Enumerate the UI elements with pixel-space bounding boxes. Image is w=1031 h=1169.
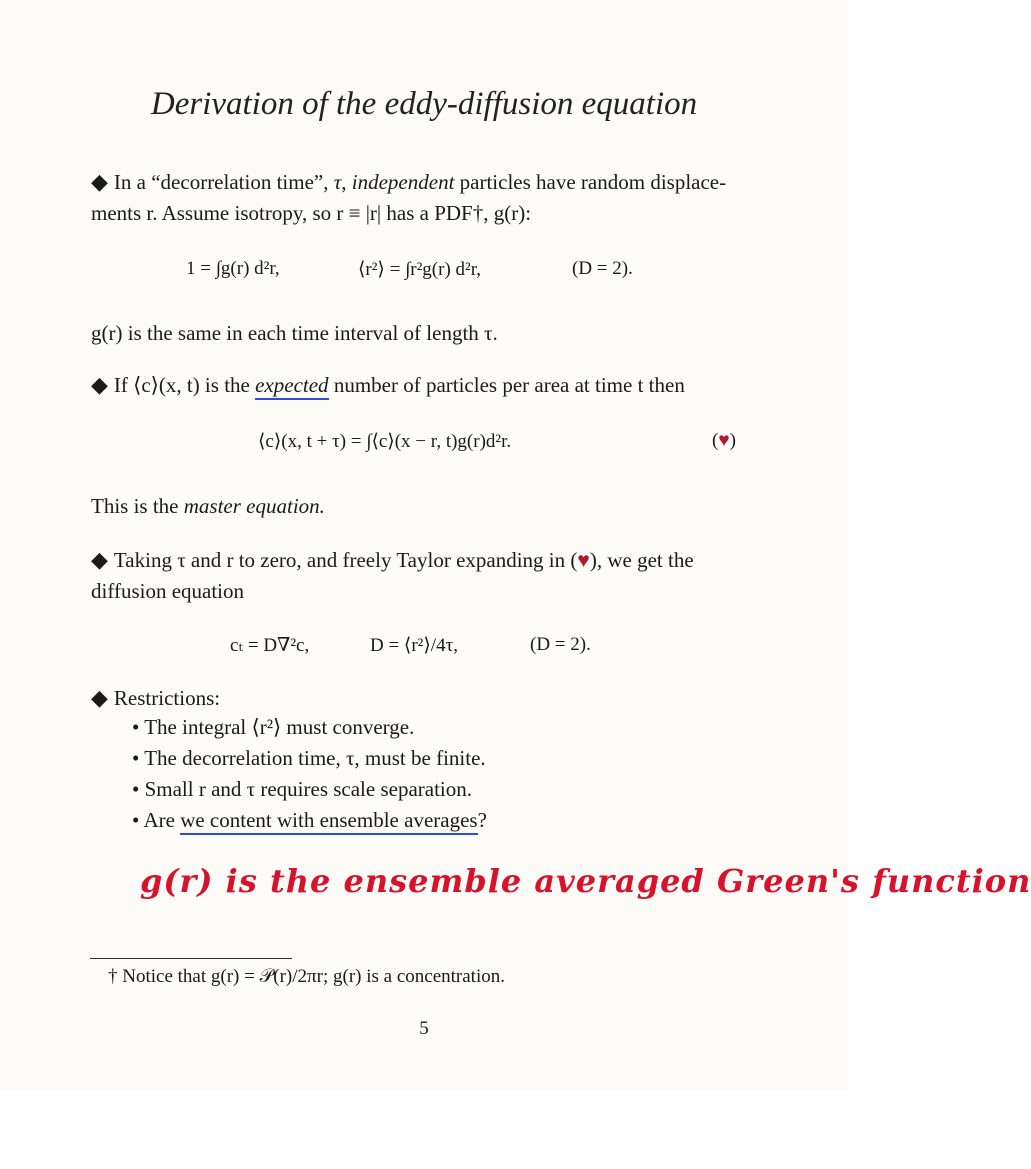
paragraph-line: diffusion equation [91, 579, 245, 603]
paragraph-line: ments r. Assume isotropy, so r ≡ |r| has a PDF†, g(r): [91, 201, 532, 225]
equation-tag: (♥) [712, 430, 736, 451]
master-equation: ⟨c⟩(x, t + τ) = ∫⟨c⟩(x − r, t)g(r)d²r. [258, 431, 512, 452]
paragraph-line: ◆ Taking τ and r to zero, and freely Taylor expanding in (♥), we get the [91, 547, 694, 572]
restrictions-heading: ◆ Restrictions: [91, 685, 221, 710]
paragraph-master: This is the master equation. [91, 494, 325, 518]
diffusivity-formula: D = ⟨r²⟩/4τ, [370, 635, 458, 656]
page-number: 5 [419, 1018, 429, 1039]
emphasis-master-equation: master equation. [183, 494, 325, 518]
list-item: • Small r and τ requires scale separation. [132, 777, 473, 801]
equation-dimension: (D = 2). [530, 634, 591, 655]
equation-normalization: 1 = ∫g(r) d²r, [186, 258, 280, 279]
page-title: Derivation of the eddy-diffusion equation [150, 86, 698, 122]
handwritten-annotation: g(r) is the ensemble averaged Green's function [140, 862, 1031, 900]
diamond-bullet-icon: ◆ [91, 372, 108, 397]
paragraph-same-interval: g(r) is the same in each time interval of length τ. [91, 321, 498, 345]
list-item: • The decorrelation time, τ, must be finite. [132, 746, 486, 770]
footnote-divider [90, 958, 292, 959]
list-item: • The integral ⟨r²⟩ must converge. [132, 715, 415, 739]
restrictions-list [132, 712, 487, 836]
underlined-expected: expected [255, 373, 328, 400]
paragraph-decorrelation [91, 166, 726, 229]
equation-dimension: (D = 2). [572, 258, 633, 279]
diamond-bullet-icon: ◆ [91, 685, 108, 710]
paragraph-line: ◆ In a “decorrelation time”, τ, independent particles have random displace- [91, 169, 727, 194]
emphasis-independent: independent [351, 170, 455, 194]
heart-icon: ♥ [718, 430, 730, 451]
equation-second-moment: ⟨r²⟩ = ∫r²g(r) d²r, [358, 259, 482, 280]
underlined-ensemble-averages: we content with ensemble averages [180, 808, 477, 835]
list-item: • Are we content with ensemble averages? [132, 805, 487, 836]
diamond-bullet-icon: ◆ [91, 547, 108, 572]
diffusion-equation: cₜ = D∇²c, [230, 635, 310, 656]
heart-icon: ♥ [577, 548, 590, 572]
diamond-bullet-icon: ◆ [91, 169, 108, 194]
footnote: † Notice that g(r) = 𝒫(r)/2πr; g(r) is a concentration. [108, 966, 505, 987]
paragraph-taylor [91, 544, 694, 607]
paragraph-expected: ◆ If ⟨c⟩(x, t) is the expected number of particles per area at time t then [91, 369, 685, 401]
